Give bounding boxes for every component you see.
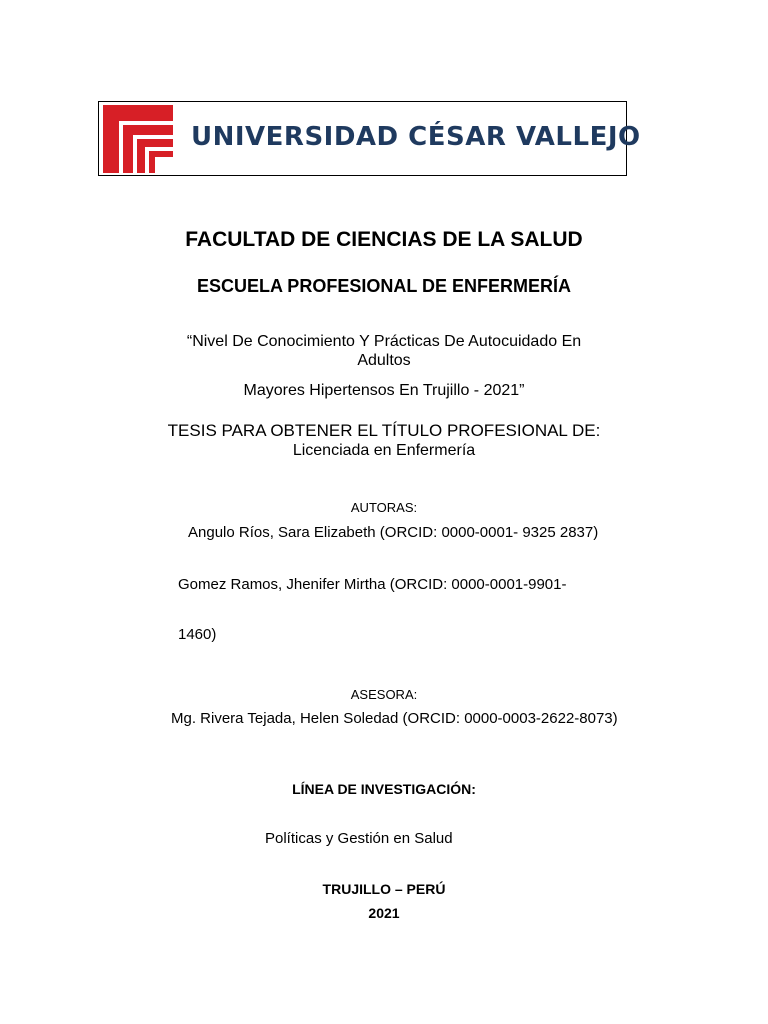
author-2-line-1: Gomez Ramos, Jhenifer Mirtha (ORCID: 0000-0001-9901-	[178, 576, 567, 593]
advisor-name: Mg. Rivera Tejada, Helen Soledad (ORCID: 0000-0003-2622-8073)	[171, 710, 618, 727]
university-logo-text: UNIVERSIDAD CÉSAR VALLEJO	[191, 122, 641, 152]
research-line-heading: LÍNEA DE INVESTIGACIÓN:	[292, 781, 476, 797]
authors-heading: AUTORAS:	[350, 500, 418, 515]
thesis-title-line-1: “Nivel De Conocimiento Y Prácticas De Autocuidado En	[186, 333, 582, 350]
degree-line-1: TESIS PARA OBTENER EL TÍTULO PROFESIONAL DE:	[167, 421, 601, 440]
faculty-title: FACULTAD DE CIENCIAS DE LA SALUD	[185, 228, 583, 251]
school-title: ESCUELA PROFESIONAL DE ENFERMERÍA	[196, 276, 572, 296]
thesis-title-line-2: Adultos	[357, 352, 411, 369]
university-logo	[98, 101, 641, 176]
author-2-line-2: 1460)	[178, 626, 217, 643]
advisor-heading: ASESORA:	[350, 687, 418, 702]
university-shield-icon	[101, 103, 175, 175]
author-1: Angulo Ríos, Sara Elizabeth (ORCID: 0000-0001- 9325 2837)	[188, 524, 599, 541]
degree-line-2: Licenciada en Enfermería	[292, 442, 476, 459]
year-label: 2021	[368, 905, 400, 921]
research-line-value: Políticas y Gestión en Salud	[265, 830, 453, 847]
place-label: TRUJILLO – PERÚ	[322, 881, 446, 897]
thesis-title-line-3: Mayores Hipertensos En Trujillo - 2021”	[243, 382, 525, 399]
